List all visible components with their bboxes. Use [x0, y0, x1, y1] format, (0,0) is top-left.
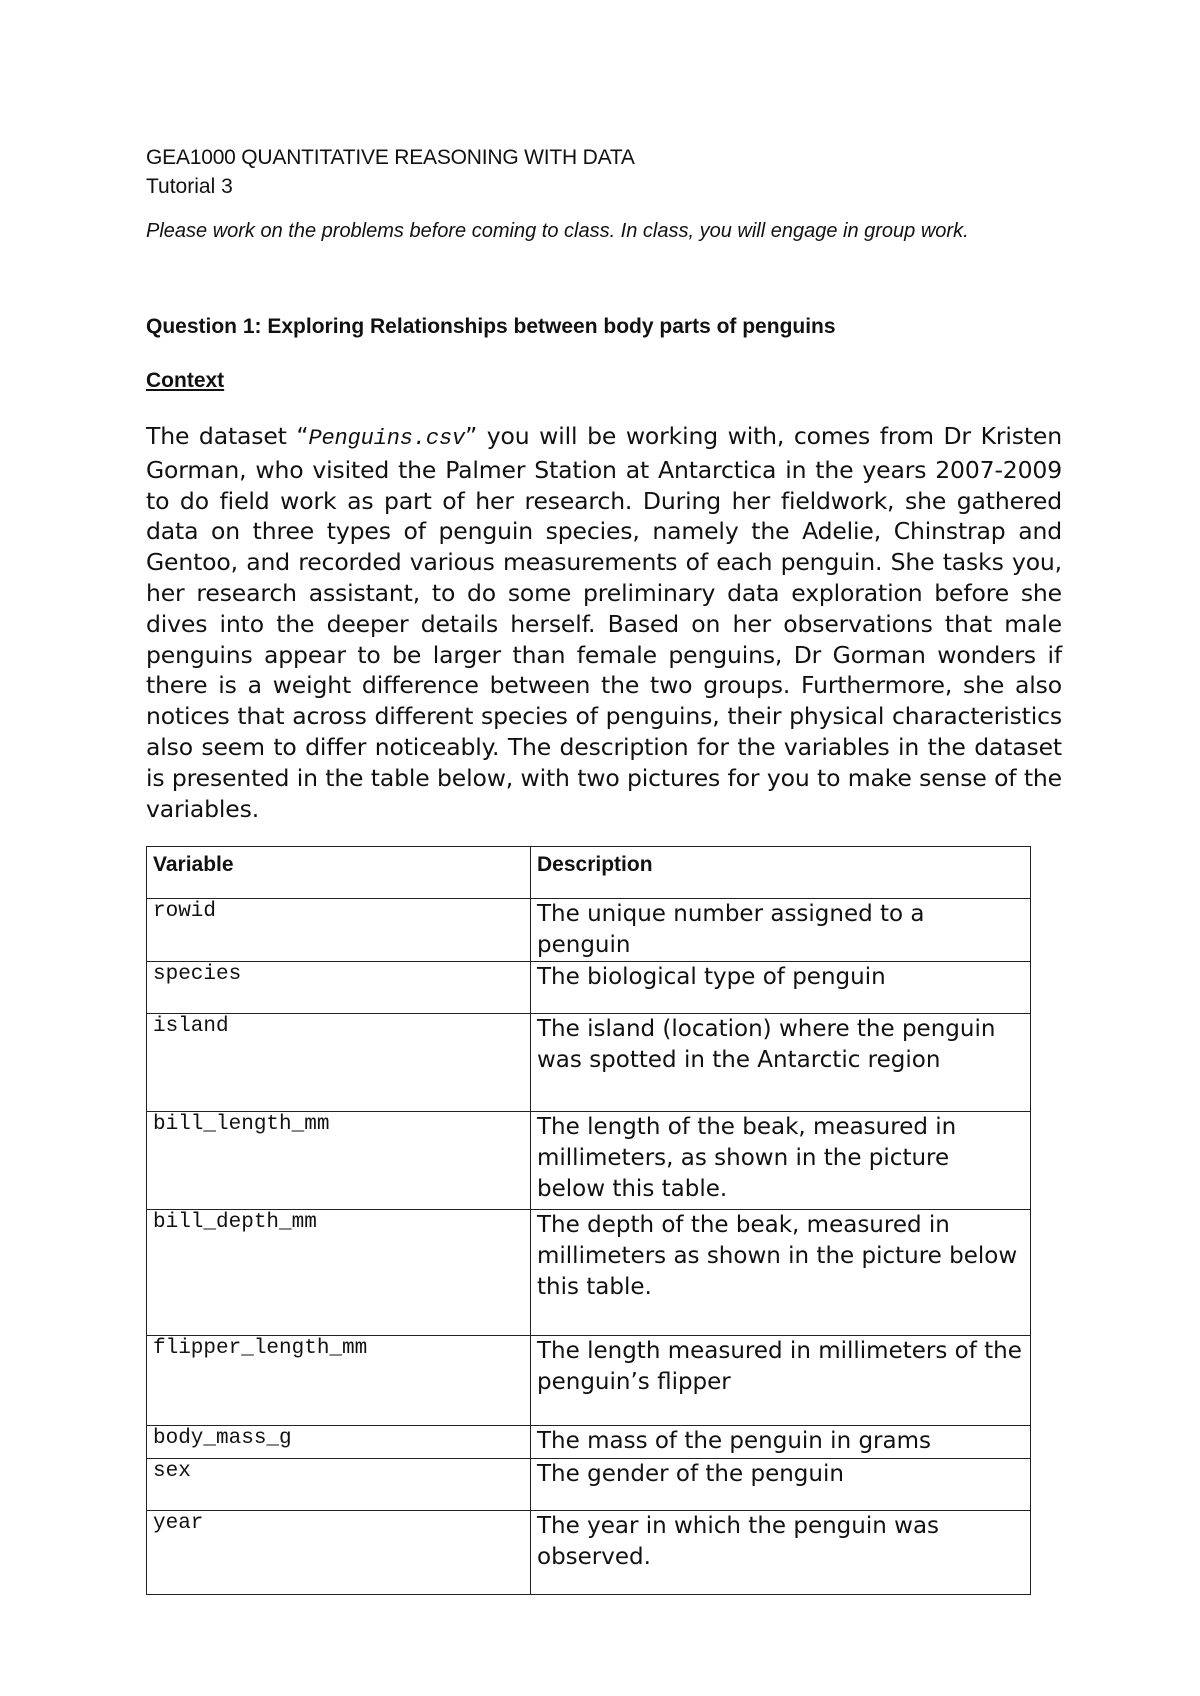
header-variable: Variable: [147, 847, 531, 899]
description-cell: The length measured in millimeters of the penguin’s flipper: [531, 1336, 1031, 1426]
variable-cell: rowid: [147, 899, 531, 962]
header-description: Description: [531, 847, 1031, 899]
description-cell: The depth of the beak, measured in millimeters as shown in the picture below this table.: [531, 1210, 1031, 1336]
table-row: [147, 1426, 1031, 1459]
dataset-name: Penguins.csv: [308, 426, 466, 451]
description-cell: The island (location) where the penguin was spotted in the Antarctic region: [531, 1014, 1031, 1112]
description-cell: The mass of the penguin in grams: [531, 1426, 1031, 1459]
description-cell: The year in which the penguin was observed.: [531, 1511, 1031, 1595]
variable-cell: body_mass_g: [147, 1426, 531, 1459]
table-row: [147, 1511, 1031, 1595]
variable-cell: sex: [147, 1459, 531, 1511]
table-row: [147, 1210, 1031, 1336]
table-header-row: [147, 847, 1031, 899]
table-row: [147, 1014, 1031, 1112]
context-heading: Context: [146, 369, 225, 392]
table-row: [147, 962, 1031, 1014]
table-row: [147, 1112, 1031, 1210]
variable-cell: bill_depth_mm: [147, 1210, 531, 1336]
context-body: ” you will be working with, comes from Dr Kristen Gorman, who visited the Palmer Station at Antarctica in the years 2007-2009 to do field work as part of her research. During her fieldwork, she gathered data on three types of penguin species, namely the Adelie, Chinstrap and Gentoo, and recorded various measurements of each penguin. She tasks you, her research assistant, to do some preliminary data exploration before she dives into the deeper details herself. Based on her observations that male penguins appear to be larger than female penguins, Dr Gorman wonders if there is a weight difference between the two groups. Furthermore, she also notices that across different species of penguins, their physical characteristics also seem to differ noticeably. The description for the variables in the dataset is presented in the table below, with two pictures for you to make sense of the variables.: [146, 422, 1062, 823]
context-paragraph: [146, 421, 1062, 824]
description-cell: The unique number assigned to a penguin: [531, 899, 1031, 962]
tutorial-title: Tutorial 3: [146, 175, 233, 198]
variable-cell: year: [147, 1511, 531, 1595]
variable-cell: bill_length_mm: [147, 1112, 531, 1210]
table-row: [147, 899, 1031, 962]
instructions-text: Please work on the problems before coming to class. In class, you will engage in group work.: [146, 220, 969, 242]
table-row: [147, 1336, 1031, 1426]
description-cell: The gender of the penguin: [531, 1459, 1031, 1511]
description-cell: The length of the beak, measured in millimeters, as shown in the picture below this table.: [531, 1112, 1031, 1210]
context-lead-in: The dataset “: [146, 422, 309, 450]
variable-cell: island: [147, 1014, 531, 1112]
question-heading: Question 1: Exploring Relationships between body parts of penguins: [146, 315, 836, 338]
course-title: GEA1000 QUANTITATIVE REASONING WITH DATA: [146, 146, 635, 169]
description-cell: The biological type of penguin: [531, 962, 1031, 1014]
table-row: [147, 1459, 1031, 1511]
variable-cell: species: [147, 962, 531, 1014]
variable-cell: flipper_length_mm: [147, 1336, 531, 1426]
variable-table: [146, 846, 1031, 1595]
